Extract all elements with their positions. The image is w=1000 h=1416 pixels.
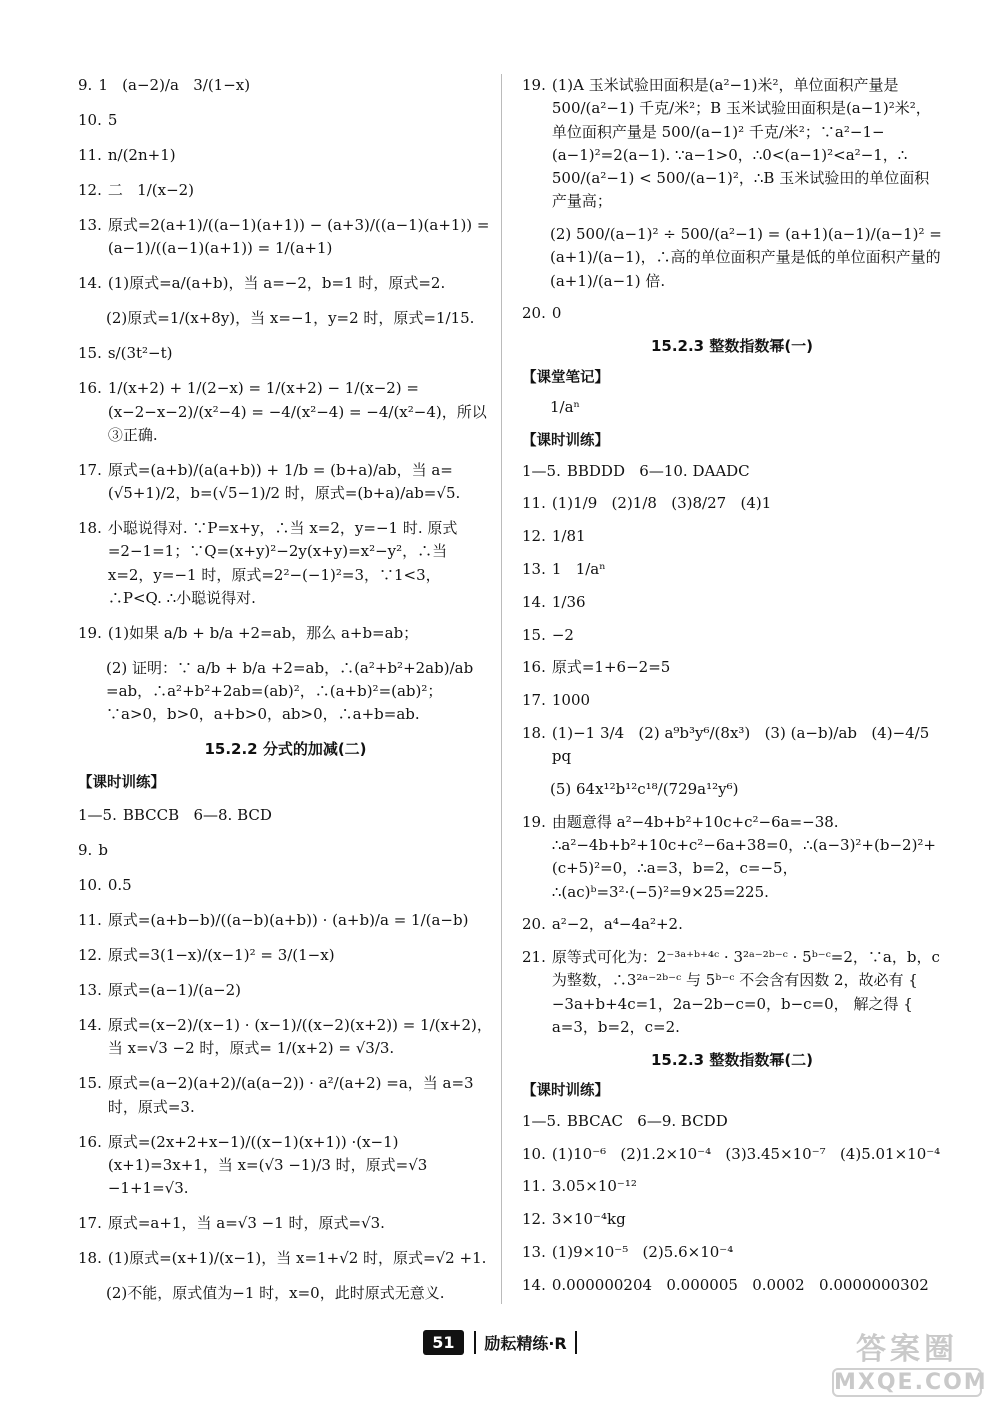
answer-number: 13. — [78, 216, 102, 235]
answer-item — [522, 460, 942, 483]
answer-number: 20. — [522, 304, 546, 323]
answer-text: 原式=(a+b−b)/((a−b)(a+b)) · (a+b)/a = 1/(a−b) — [107, 911, 469, 930]
right-column — [522, 74, 947, 1297]
answer-item — [522, 302, 942, 325]
answer-number: 9. — [78, 841, 93, 859]
answer-number: 19. — [522, 76, 546, 94]
answer-number: 16. — [78, 1132, 102, 1151]
answer-text: 原等式可化为：2⁻³ᵃ⁺ᵇ⁺⁴ᶜ · 3²ᵃ⁻²ᵇ⁻ᶜ · 5ᵇ⁻ᶜ=2，∵a，b，c 为整数，∴3²ᵃ⁻²ᵇ⁻ᶜ 与 5ᵇ⁻ᶜ 不会含有因数 2，故必有 { −3a+b+4c=1，2a−2b−c=0，b−c=0， 解之得 { a=3，b=2，c=2. — [551, 948, 945, 1036]
answer-number: 14. — [78, 274, 102, 293]
column-divider — [501, 74, 502, 1304]
answer-text: 原式=(a−2)(a+2)/(a(a−2)) · a²/(a+2) =a，当 a=3 时，原式=3. — [107, 1074, 479, 1116]
answer-text: 1/(x+2) + 1/(2−x) = 1/(x+2) − 1/(x−2) = (x−2−x−2)/(x²−4) = −4/(x²−4) = −4/(x²−4)，所以③正确. — [107, 379, 487, 444]
answer-text: (2) 500/(a−1)² ÷ 500/(a²−1) = (a+1)(a−1)/(a−1)² = (a+1)/(a−1)，∴高的单位面积产量是低的单位面积产量的 (a+1)/(a−1) 倍. — [550, 225, 947, 290]
answer-number: 14. — [522, 1275, 546, 1294]
answer-item — [78, 1212, 493, 1235]
watermark-text: 答案圈 — [856, 1332, 958, 1367]
book-brand: 励耘精练·R — [474, 1331, 576, 1354]
answer-number: 10. — [78, 111, 102, 130]
answer-number: 20. — [522, 915, 546, 934]
answer-text: 1 1/aⁿ — [551, 559, 606, 578]
watermark-domain: MXQE.COM — [834, 1370, 988, 1395]
answer-item — [78, 839, 493, 862]
answer-number: 17. — [78, 460, 102, 479]
answer-text: 二 1/(x−2) — [107, 181, 195, 200]
answer-item — [78, 804, 493, 827]
answer-text: (1)A 玉米试验田面积是(a²−1)米²，单位面积产量是 500/(a²−1) 千克/米²；B 玉米试验田面积是(a−1)²米²，单位面积产量是 500/(a−1)² 千克/米²；∵a²−1−(a−1)²=2(a−1). ∵a−1>0，∴0<(a−1)²<a²−1，∴ 500/(a²−1) < 500/(a−1)²，∴B 玉米试验田的单位面积产量高； — [551, 76, 931, 211]
answer-number: 12. — [78, 181, 102, 200]
answer-item — [522, 223, 947, 293]
answer-item — [522, 1143, 942, 1166]
answer-item — [78, 377, 493, 447]
answer-number: 17. — [78, 1214, 102, 1233]
answer-item — [78, 179, 493, 202]
answer-text: 原式=(2x+2+x−1)/((x−1)(x+1)) ·(x−1)(x+1)=3x+1，当 x=(√3 −1)/3 时，原式=√3 −1+1=√3. — [107, 1132, 433, 1198]
answer-item — [522, 492, 942, 515]
answer-item — [78, 1014, 493, 1061]
answer-item — [78, 874, 493, 897]
answer-item — [522, 1110, 942, 1133]
answer-text: s/(3t²−t) — [107, 344, 173, 363]
answer-item — [78, 1247, 493, 1270]
answer-text: BBDDD 6—10. DAADC — [566, 461, 750, 480]
answer-item — [78, 214, 493, 261]
answer-text: 3.05×10⁻¹² — [551, 1177, 637, 1196]
answer-text: 1/36 — [551, 592, 586, 611]
answer-item — [522, 656, 942, 679]
answer-item — [78, 944, 493, 967]
answer-number: 17. — [522, 691, 546, 710]
answer-text: (1)9×10⁻⁵ (2)5.6×10⁻⁴ — [551, 1242, 734, 1261]
answer-item — [522, 396, 942, 419]
answer-text: 原式=a+1，当 a=√3 −1 时，原式=√3. — [107, 1214, 385, 1233]
answer-number: 19. — [78, 623, 102, 642]
answer-text: (5) 64x¹²b¹²c¹⁸/(729a¹²y⁶) — [550, 780, 739, 798]
answer-text: BBCAC 6—9. BCDD — [566, 1111, 728, 1130]
section-heading: 15.2.2 分式的加减(二) — [204, 740, 367, 759]
answer-text: (1)如果 a/b + b/a +2=ab，那么 a+b=ab； — [107, 623, 419, 642]
answer-number: 13. — [522, 1242, 546, 1261]
answer-item — [522, 1175, 942, 1198]
answer-number: 1—5. — [78, 805, 117, 824]
answer-number: 12. — [522, 1210, 546, 1229]
section-label: 【课时训练】 — [78, 775, 165, 792]
answer-text: 原式=1+6−2=5 — [551, 658, 671, 677]
answer-item — [522, 946, 945, 1039]
answer-text: (1)原式=(x+1)/(x−1)，当 x=1+√2 时，原式=√2 +1. — [107, 1249, 487, 1268]
answer-text: 1/81 — [551, 527, 586, 546]
answer-number: 19. — [522, 812, 546, 831]
answer-number: 12. — [78, 946, 102, 965]
answer-text: 5 — [107, 111, 118, 130]
answer-item — [522, 811, 942, 904]
answer-item — [522, 74, 942, 214]
answer-item — [78, 272, 493, 295]
answer-number: 14. — [78, 1016, 102, 1035]
watermark-logo — [832, 1324, 988, 1398]
answer-item — [78, 342, 493, 365]
answer-item — [522, 1208, 942, 1231]
answer-number: 11. — [78, 911, 102, 930]
answer-text: (1)原式=a/(a+b)，当 a=−2，b=1 时，原式=2. — [107, 274, 446, 293]
left-column — [78, 74, 493, 1305]
answer-text: 小聪说得对. ∵P=x+y，∴当 x=2，y=−1 时. 原式=2−1=1；∵Q=(x+y)²−2y(x+y)=x²−y²，∴当 x=2，y=−1 时，原式=2²−(−1)²=3，∵1<3，∴P<Q. ∴小聪说得对. — [107, 519, 458, 607]
answer-item — [522, 1241, 942, 1264]
answer-item — [522, 525, 942, 548]
section-label: 【课时训练】 — [522, 433, 609, 450]
answer-item — [78, 144, 493, 167]
answer-text: (2)原式=1/(x+8y)，当 x=−1，y=2 时，原式=1/15. — [106, 309, 475, 328]
answer-text: 原式=2(a+1)/((a−1)(a+1)) − (a+3)/((a−1)(a+1)) = (a−1)/((a−1)(a+1)) = 1/(a+1) — [107, 216, 495, 258]
answer-item — [78, 74, 493, 97]
answer-text: (1)−1 3/4 (2) a⁹b³y⁶/(8x³) (3) (a−b)/ab (4)−4/5 pq — [551, 723, 935, 766]
answer-item — [522, 722, 942, 769]
answer-item — [78, 459, 493, 506]
answer-number: 11. — [78, 146, 102, 165]
answer-text: (1)10⁻⁶ (2)1.2×10⁻⁴ (3)3.45×10⁻⁷ (4)5.01×10⁻⁴ — [551, 1144, 941, 1163]
answer-item — [78, 979, 493, 1002]
answer-number: 1—5. — [522, 1111, 561, 1130]
answer-text: BBCCB 6—8. BCD — [122, 805, 272, 824]
answer-text: −2 — [551, 625, 574, 644]
answer-text: b — [98, 841, 108, 859]
answer-text: (2)不能，原式值为−1 时，x=0，此时原式无意义. — [106, 1284, 445, 1303]
answer-text: 0.000000204 0.000005 0.0002 0.0000000302 — [551, 1275, 929, 1294]
answer-text: a²−2，a⁴−4a²+2. — [551, 915, 683, 934]
answer-text: 0 — [551, 304, 562, 323]
answer-text: 1000 — [551, 691, 591, 710]
answer-item — [78, 657, 493, 727]
answer-item — [78, 109, 493, 132]
answer-text: 1 (a−2)/a 3/(1−x) — [98, 76, 251, 94]
section-heading: 15.2.3 整数指数幂(二) — [650, 1050, 814, 1069]
answer-number: 15. — [78, 344, 102, 363]
answer-item — [522, 689, 942, 712]
answer-number: 10. — [522, 1144, 546, 1163]
answer-number: 16. — [78, 379, 102, 398]
answer-text: (1)1/9 (2)1/8 (3)8/27 (4)1 — [551, 494, 772, 513]
answer-item — [78, 307, 493, 330]
answer-text: 原式=(a−1)/(a−2) — [107, 981, 241, 1000]
section-heading: 15.2.3 整数指数幂(一) — [650, 337, 814, 356]
answer-text: 3×10⁻⁴kg — [551, 1210, 626, 1229]
section-label: 【课时训练】 — [522, 1083, 609, 1100]
answer-item — [78, 517, 493, 610]
answer-text: 0.5 — [107, 876, 132, 895]
answer-item — [522, 1274, 942, 1297]
answer-text: n/(2n+1) — [107, 146, 176, 165]
answer-number: 18. — [78, 519, 102, 538]
answer-text: 由题意得 a²−4b+b²+10c+c²−6a=−38. ∴a²−4b+b²+10c+c²−6a+38=0，∴(a−3)²+(b−2)²+(c+5)²=0，∴a=3，b=2，c=−5，∴(ac)ᵇ=3²·(−5)²=9×25=225. — [551, 812, 937, 901]
answer-text: 原式=(a+b)/(a(a+b)) + 1/b = (b+a)/ab，当 a=(√5+1)/2，b=(√5−1)/2 时，原式=(b+a)/ab=√5. — [107, 460, 461, 503]
answer-number: 18. — [78, 1249, 102, 1268]
answer-number: 18. — [522, 723, 546, 742]
answer-item — [522, 591, 942, 614]
answer-number: 13. — [78, 981, 102, 1000]
answer-item — [78, 1072, 493, 1119]
answer-text: 原式=3(1−x)/(x−1)² = 3/(1−x) — [107, 946, 335, 965]
answer-number: 16. — [522, 658, 546, 677]
answer-item — [522, 624, 942, 647]
answer-number: 13. — [522, 559, 546, 578]
answer-number: 15. — [522, 625, 546, 644]
answer-text: (2) 证明：∵ a/b + b/a +2=ab，∴(a²+b²+2ab)/ab =ab，∴a²+b²+2ab=(ab)²，∴(a+b)²=(ab)²；∵a>0，b>0，a+b>0，ab>0，∴a+b=ab. — [106, 658, 478, 724]
section-label: 【课堂笔记】 — [522, 369, 609, 386]
answer-item — [78, 1282, 493, 1305]
answer-number: 15. — [78, 1074, 102, 1093]
answer-item — [78, 1131, 493, 1201]
answer-item — [78, 909, 493, 932]
answer-item — [78, 622, 493, 645]
answer-number: 14. — [522, 592, 546, 611]
answer-text: 原式=(x−2)/(x−1) · (x−1)/((x−2)(x+2)) = 1/(x+2)，当 x=√3 −2 时，原式= 1/(x+2) = √3/3. — [107, 1016, 492, 1058]
answer-number: 12. — [522, 527, 546, 546]
answer-item — [522, 558, 942, 581]
answer-number: 9. — [78, 76, 93, 94]
answer-number: 10. — [78, 876, 102, 895]
answer-number: 21. — [522, 948, 546, 967]
answer-number: 11. — [522, 1177, 546, 1196]
answer-item — [522, 778, 942, 801]
answer-number: 11. — [522, 494, 546, 513]
answer-item — [522, 913, 942, 936]
page-number: 51 — [423, 1330, 463, 1355]
answer-text: 1/aⁿ — [550, 398, 581, 417]
answer-number: 1—5. — [522, 461, 561, 480]
